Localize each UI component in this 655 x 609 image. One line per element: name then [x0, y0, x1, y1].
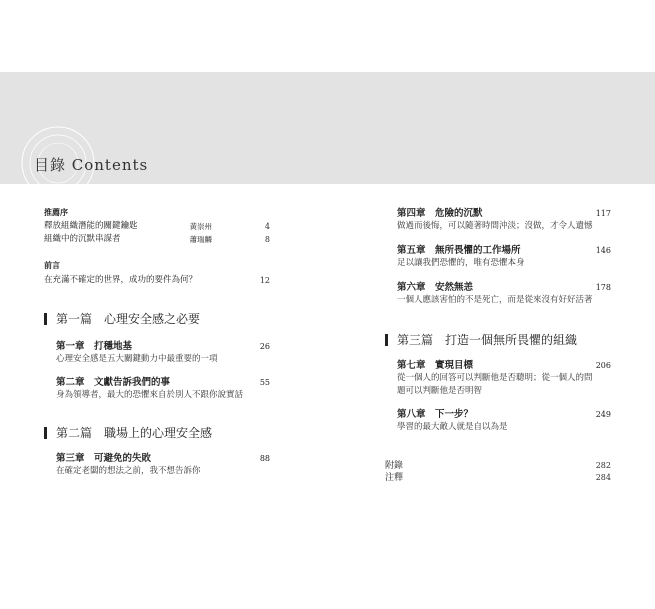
part-title: 第三篇 打造一個無所畏懼的組織 — [397, 333, 578, 347]
appendix-label: 附錄 — [385, 461, 404, 471]
chapter-subtitle: 身為領導者，最大的恐懼來自於別人不跟你說實話 — [56, 390, 244, 400]
entry-page: 4 — [264, 222, 270, 231]
notes-label: 注釋 — [385, 473, 404, 483]
entry-label: 在充滿不確定的世界，成功的要件為何？ — [44, 275, 198, 285]
chapter-block[interactable] — [44, 452, 270, 478]
chapter-title — [385, 244, 611, 257]
chapter-block[interactable] — [385, 408, 611, 434]
chapter-subtitle: 心理安全感是五大關鍵動力中最重要的一項 — [56, 354, 218, 364]
chapter-subtitle: 在確定老闆的想法之前，我不想告訴你 — [56, 466, 201, 476]
chapter-block[interactable] — [385, 207, 611, 233]
chapter-title — [44, 340, 270, 353]
part-title: 第一篇 心理安全感之必要 — [56, 312, 201, 326]
chapter-title — [385, 359, 611, 372]
chapter-page: 146 — [595, 246, 611, 255]
entry-author: 蕭瑞麟 — [189, 235, 212, 244]
chapter-title — [44, 452, 270, 465]
chapter-page: 249 — [595, 410, 611, 419]
chapter-block[interactable] — [385, 359, 611, 398]
chapter-title — [385, 408, 611, 421]
recommend-heading: 推薦序 — [44, 208, 68, 217]
toc-left-column — [44, 207, 270, 478]
toc-entry[interactable] — [44, 233, 270, 246]
chapter-subtitle: 學習的最大敵人就是自以為是 — [397, 422, 508, 432]
chapter-page: 117 — [595, 209, 611, 218]
chapter-subtitle: 一個人應該害怕的不是死亡，而是從來沒有好好活著 — [397, 295, 593, 305]
chapter-block[interactable] — [385, 281, 611, 307]
notes-entry[interactable] — [385, 472, 611, 484]
chapter-title — [44, 376, 270, 389]
entry-page: 12 — [259, 276, 270, 285]
part-bar — [44, 313, 47, 325]
entry-page: 8 — [264, 235, 270, 244]
preface-heading: 前言 — [44, 261, 60, 270]
entry-author: 黃崇州 — [189, 222, 212, 231]
entry-label: 組織中的沉默串謀者 — [44, 234, 121, 244]
chapter-block[interactable] — [44, 340, 270, 366]
part-heading[interactable] — [44, 424, 270, 442]
appendix-page: 282 — [595, 461, 611, 470]
part-bar — [385, 334, 388, 346]
chapter-subtitle: 從一個人的回答可以判斷他是否聰明；從一個人的問 — [397, 373, 593, 383]
chapter-page: 26 — [259, 342, 270, 351]
toc-right-column — [385, 207, 611, 484]
chapter-title-text: 第五章 無所畏懼的工作場所 — [397, 245, 521, 256]
chapter-title-text: 第二章 文獻告訴我們的事 — [56, 377, 171, 388]
toc-entry[interactable] — [44, 220, 270, 233]
chapter-page: 55 — [259, 378, 270, 387]
chapter-block[interactable] — [44, 376, 270, 402]
chapter-title-text: 第四章 危險的沉默 — [397, 208, 483, 219]
chapter-title-text: 第六章 安然無恙 — [397, 282, 474, 293]
chapter-title — [385, 281, 611, 294]
entry-label: 釋放組織潛能的關鍵鑰匙 — [44, 221, 138, 231]
chapter-page: 178 — [595, 283, 611, 292]
part-heading[interactable] — [385, 331, 611, 349]
toc-entry[interactable] — [44, 274, 270, 287]
part-title: 第二篇 職場上的心理安全感 — [56, 426, 213, 440]
page-title: 目錄 Contents — [34, 156, 149, 174]
chapter-block[interactable] — [385, 244, 611, 270]
chapter-title — [385, 207, 611, 220]
chapter-title-text: 第七章 實現目標 — [397, 360, 474, 371]
appendix-entry[interactable] — [385, 460, 611, 472]
chapter-title-text: 第三章 可避免的失敗 — [56, 453, 152, 464]
part-heading[interactable] — [44, 310, 270, 328]
chapter-title-text: 第八章 下一步？ — [397, 409, 474, 420]
chapter-subtitle: 足以讓我們恐懼的，唯有恐懼本身 — [397, 258, 525, 268]
chapter-subtitle: 做過而後悔，可以隨著時間沖淡；沒做，才令人遺憾 — [397, 221, 593, 231]
notes-page: 284 — [595, 473, 611, 482]
chapter-page: 88 — [259, 454, 270, 463]
part-bar — [44, 427, 47, 439]
chapter-title-text: 第一章 打穩地基 — [56, 341, 133, 352]
chapter-subtitle-cont: 題可以判斷他是否明智 — [397, 386, 483, 396]
chapter-page: 206 — [595, 361, 611, 370]
